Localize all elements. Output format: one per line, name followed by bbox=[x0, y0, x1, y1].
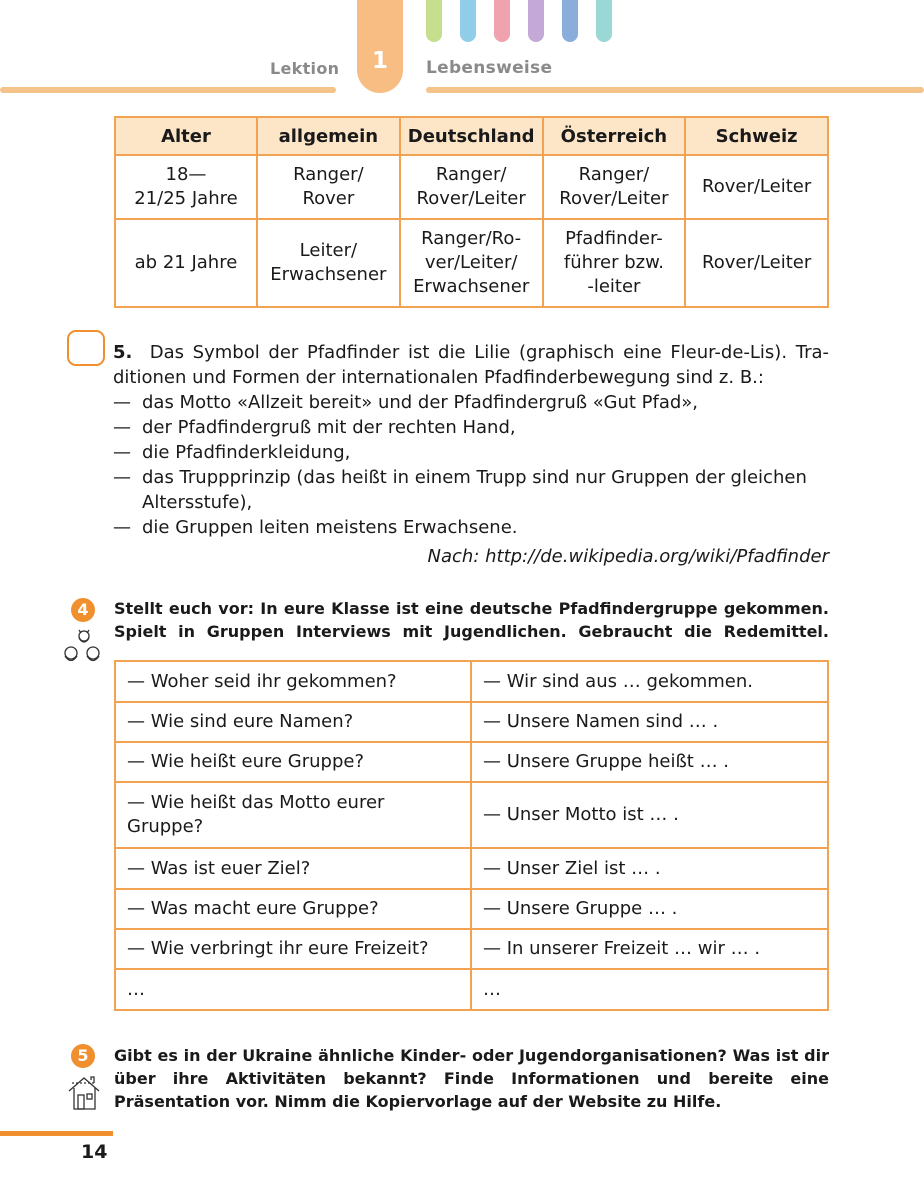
question-cell: … bbox=[115, 969, 471, 1010]
list-item bbox=[113, 390, 829, 415]
answer-cell: … bbox=[471, 969, 828, 1010]
list-item bbox=[113, 415, 829, 440]
table-row bbox=[115, 219, 828, 307]
table-cell: Rover/Leiter bbox=[685, 155, 828, 219]
header-alter: Alter bbox=[115, 117, 257, 155]
list-item-text: das Truppprinzip (das heißt in einem Trupp sind nur Gruppen der gleichen Altersstufe), bbox=[142, 467, 807, 513]
task-number-badge: 5 bbox=[71, 1044, 95, 1068]
table-row bbox=[115, 889, 828, 929]
table-row bbox=[115, 782, 828, 848]
accent-pill-4 bbox=[528, 0, 544, 42]
page-number: 14 bbox=[81, 1141, 108, 1163]
answer-cell: — Unser Ziel ist … . bbox=[471, 848, 828, 889]
lesson-tab bbox=[357, 0, 403, 93]
source-citation: Nach: http://de.wikipedia.org/wiki/Pfadfinder bbox=[427, 546, 829, 567]
table-cell: ab 21 Jahre bbox=[115, 219, 257, 307]
list-dash: — bbox=[113, 417, 131, 438]
answer-cell: — Unsere Namen sind … . bbox=[471, 702, 828, 742]
table-cell: Ranger/ Rover/Leiter bbox=[543, 155, 686, 219]
table-cell: Ranger/ Rover bbox=[257, 155, 400, 219]
task-4-line-1: Stellt euch vor: In eure Klasse ist eine deutsche Pfadfindergruppe gekommen. bbox=[114, 599, 829, 618]
question-cell: — Wie verbringt ihr eure Freizeit? bbox=[115, 929, 471, 969]
list-item-text: das Motto «Allzeit bereit» und der Pfadfindergruß «Gut Pfad», bbox=[142, 392, 699, 413]
list-item-text: der Pfadfindergruß mit der rechten Hand, bbox=[142, 417, 516, 438]
list-item bbox=[113, 515, 829, 540]
list-dash: — bbox=[113, 517, 131, 538]
header-rule-right bbox=[426, 87, 924, 93]
table-cell: 18— 21/25 Jahre bbox=[115, 155, 257, 219]
accent-pill-5 bbox=[562, 0, 578, 42]
table-row bbox=[115, 155, 828, 219]
task-number-badge: 4 bbox=[71, 598, 95, 622]
dialog-table bbox=[114, 660, 829, 1011]
table-row bbox=[115, 848, 828, 889]
list-item-text: die Pfadfinderkleidung, bbox=[142, 442, 351, 463]
answer-cell: — Unser Motto ist … . bbox=[471, 782, 828, 848]
header-deutschland: Deutschland bbox=[400, 117, 543, 155]
answer-cell: — Unsere Gruppe heißt … . bbox=[471, 742, 828, 782]
question-cell: — Wie heißt das Motto eurer Gruppe? bbox=[115, 782, 471, 848]
table-row bbox=[115, 661, 828, 702]
footer-rule bbox=[0, 1131, 113, 1136]
list-item bbox=[113, 440, 829, 465]
task-5-text: Gibt es in der Ukraine ähnliche Kinder- oder Jugendorganisationen? Was ist dir über ihre Aktivitäten bekannt? Finde Informationen und bereite eine Präsentation vor. Nimm die Kopiervorlage auf der Website zu Hilfe. bbox=[114, 1046, 829, 1111]
accent-pill-2 bbox=[460, 0, 476, 42]
section-marker-box bbox=[67, 330, 105, 366]
question-cell: — Was ist euer Ziel? bbox=[115, 848, 471, 889]
header-rule-left bbox=[0, 87, 336, 93]
question-cell: — Was macht eure Gruppe? bbox=[115, 889, 471, 929]
list-dash: — bbox=[113, 392, 131, 413]
question-cell: — Woher seid ihr gekommen? bbox=[115, 661, 471, 702]
group-work-icon bbox=[59, 626, 105, 668]
list-dash: — bbox=[113, 442, 131, 463]
answer-cell: — Wir sind aus … gekommen. bbox=[471, 661, 828, 702]
answer-cell: — Unsere Gruppe … . bbox=[471, 889, 828, 929]
table-cell: Ranger/ Rover/Leiter bbox=[400, 155, 543, 219]
table-row bbox=[115, 702, 828, 742]
lesson-topic: Lebensweise bbox=[426, 58, 553, 78]
section-intro-line-1 bbox=[113, 340, 829, 365]
section-number: 5. bbox=[113, 342, 133, 363]
list-dash: — bbox=[113, 467, 131, 488]
table-row bbox=[115, 969, 828, 1010]
table-cell: Pfadfinder- führer bzw. -leiter bbox=[543, 219, 686, 307]
table-cell: Leiter/ Erwachsener bbox=[257, 219, 400, 307]
header-oesterreich: Österreich bbox=[543, 117, 686, 155]
section-intro-line-2: ditionen und Formen der internationalen Pfadfinderbewegung sind z. B.: bbox=[113, 367, 764, 388]
age-table-header-row bbox=[115, 117, 828, 155]
age-table bbox=[114, 116, 829, 308]
section-intro-text-1: Das Symbol der Pfadfinder ist die Lilie (graphisch eine Fleur-de-Lis). Tra- bbox=[149, 342, 829, 363]
accent-pill-1 bbox=[426, 0, 442, 42]
table-cell: Rover/Leiter bbox=[685, 219, 828, 307]
header-schweiz: Schweiz bbox=[685, 117, 828, 155]
answer-cell: — In unserer Freizeit … wir … . bbox=[471, 929, 828, 969]
list-item-text: die Gruppen leiten meistens Erwachsene. bbox=[142, 517, 518, 538]
header-allgemein: allgemein bbox=[257, 117, 400, 155]
task-4-line-2: Spielt in Gruppen Interviews mit Jugendlichen. Gebraucht die Redemittel. bbox=[114, 622, 829, 641]
lesson-label: Lektion bbox=[270, 59, 340, 78]
list-item bbox=[113, 465, 829, 515]
home-task-icon bbox=[66, 1074, 102, 1112]
table-row bbox=[115, 929, 828, 969]
question-cell: — Wie heißt eure Gruppe? bbox=[115, 742, 471, 782]
table-row bbox=[115, 742, 828, 782]
table-cell: Ranger/Ro- ver/Leiter/ Erwachsener bbox=[400, 219, 543, 307]
accent-pill-3 bbox=[494, 0, 510, 42]
lesson-number: 1 bbox=[371, 48, 388, 74]
accent-pill-6 bbox=[596, 0, 612, 42]
question-cell: — Wie sind eure Namen? bbox=[115, 702, 471, 742]
